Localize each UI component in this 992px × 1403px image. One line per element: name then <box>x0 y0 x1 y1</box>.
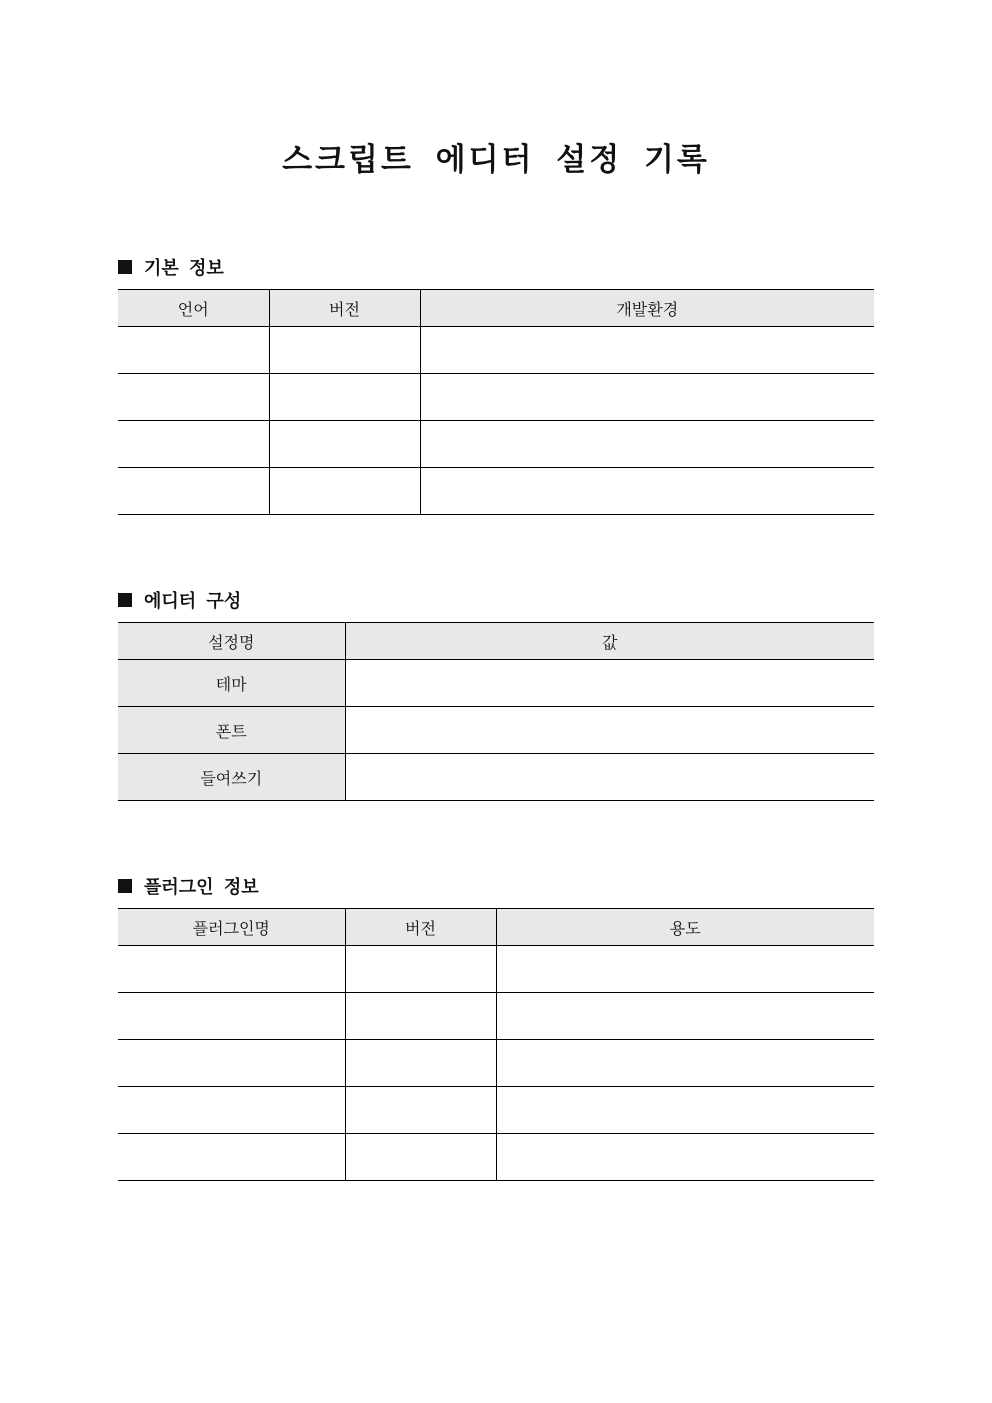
column-header-version: 버전 <box>269 290 420 327</box>
plugin-name-cell[interactable] <box>118 946 345 993</box>
section-heading-editor <box>118 587 241 613</box>
table-row <box>118 707 874 754</box>
column-header-plugin-name: 플러그인명 <box>118 909 345 946</box>
table-header-row <box>118 909 874 946</box>
editor-config-table <box>118 622 874 801</box>
square-bullet-icon <box>118 879 132 893</box>
section-heading-basic <box>118 254 224 280</box>
purpose-cell[interactable] <box>496 1087 874 1134</box>
environment-cell[interactable] <box>420 327 874 374</box>
language-cell[interactable] <box>118 421 269 468</box>
table-row <box>118 754 874 801</box>
setting-label-indent: 들여쓰기 <box>118 754 345 801</box>
page-title: 스크립트 에디터 설정 기록 <box>282 142 710 178</box>
setting-label-font: 폰트 <box>118 707 345 754</box>
table-header-row <box>118 623 874 660</box>
version-cell[interactable] <box>345 1040 496 1087</box>
section-heading-label: 에디터 구성 <box>144 591 242 612</box>
section-heading-label: 플러그인 정보 <box>144 877 259 898</box>
plugin-name-cell[interactable] <box>118 1134 345 1181</box>
version-cell[interactable] <box>345 946 496 993</box>
table-row <box>118 993 874 1040</box>
table-row <box>118 374 874 421</box>
version-cell[interactable] <box>345 1134 496 1181</box>
table-row <box>118 1040 874 1087</box>
plugin-info-table <box>118 908 874 1181</box>
plugin-name-cell[interactable] <box>118 993 345 1040</box>
column-header-version: 버전 <box>345 909 496 946</box>
square-bullet-icon <box>118 593 132 607</box>
version-cell[interactable] <box>269 327 420 374</box>
purpose-cell[interactable] <box>496 993 874 1040</box>
setting-label-theme: 테마 <box>118 660 345 707</box>
table-row <box>118 468 874 515</box>
version-cell[interactable] <box>345 993 496 1040</box>
purpose-cell[interactable] <box>496 1040 874 1087</box>
environment-cell[interactable] <box>420 421 874 468</box>
setting-value-indent[interactable] <box>345 754 874 801</box>
section-heading-plugins <box>118 873 259 899</box>
version-cell[interactable] <box>269 374 420 421</box>
purpose-cell[interactable] <box>496 1134 874 1181</box>
table-row <box>118 1087 874 1134</box>
language-cell[interactable] <box>118 468 269 515</box>
language-cell[interactable] <box>118 374 269 421</box>
table-row <box>118 660 874 707</box>
version-cell[interactable] <box>269 468 420 515</box>
environment-cell[interactable] <box>420 374 874 421</box>
plugin-name-cell[interactable] <box>118 1087 345 1134</box>
column-header-language: 언어 <box>118 290 269 327</box>
plugin-name-cell[interactable] <box>118 1040 345 1087</box>
table-row <box>118 421 874 468</box>
column-header-value: 값 <box>345 623 874 660</box>
table-header-row <box>118 290 874 327</box>
version-cell[interactable] <box>269 421 420 468</box>
basic-info-table <box>118 289 874 515</box>
column-header-environment: 개발환경 <box>420 290 874 327</box>
setting-value-theme[interactable] <box>345 660 874 707</box>
purpose-cell[interactable] <box>496 946 874 993</box>
column-header-setting-name: 설정명 <box>118 623 345 660</box>
table-row <box>118 1134 874 1181</box>
version-cell[interactable] <box>345 1087 496 1134</box>
column-header-purpose: 용도 <box>496 909 874 946</box>
table-row <box>118 946 874 993</box>
language-cell[interactable] <box>118 327 269 374</box>
environment-cell[interactable] <box>420 468 874 515</box>
section-heading-label: 기본 정보 <box>144 258 224 279</box>
square-bullet-icon <box>118 260 132 274</box>
setting-value-font[interactable] <box>345 707 874 754</box>
table-row <box>118 327 874 374</box>
